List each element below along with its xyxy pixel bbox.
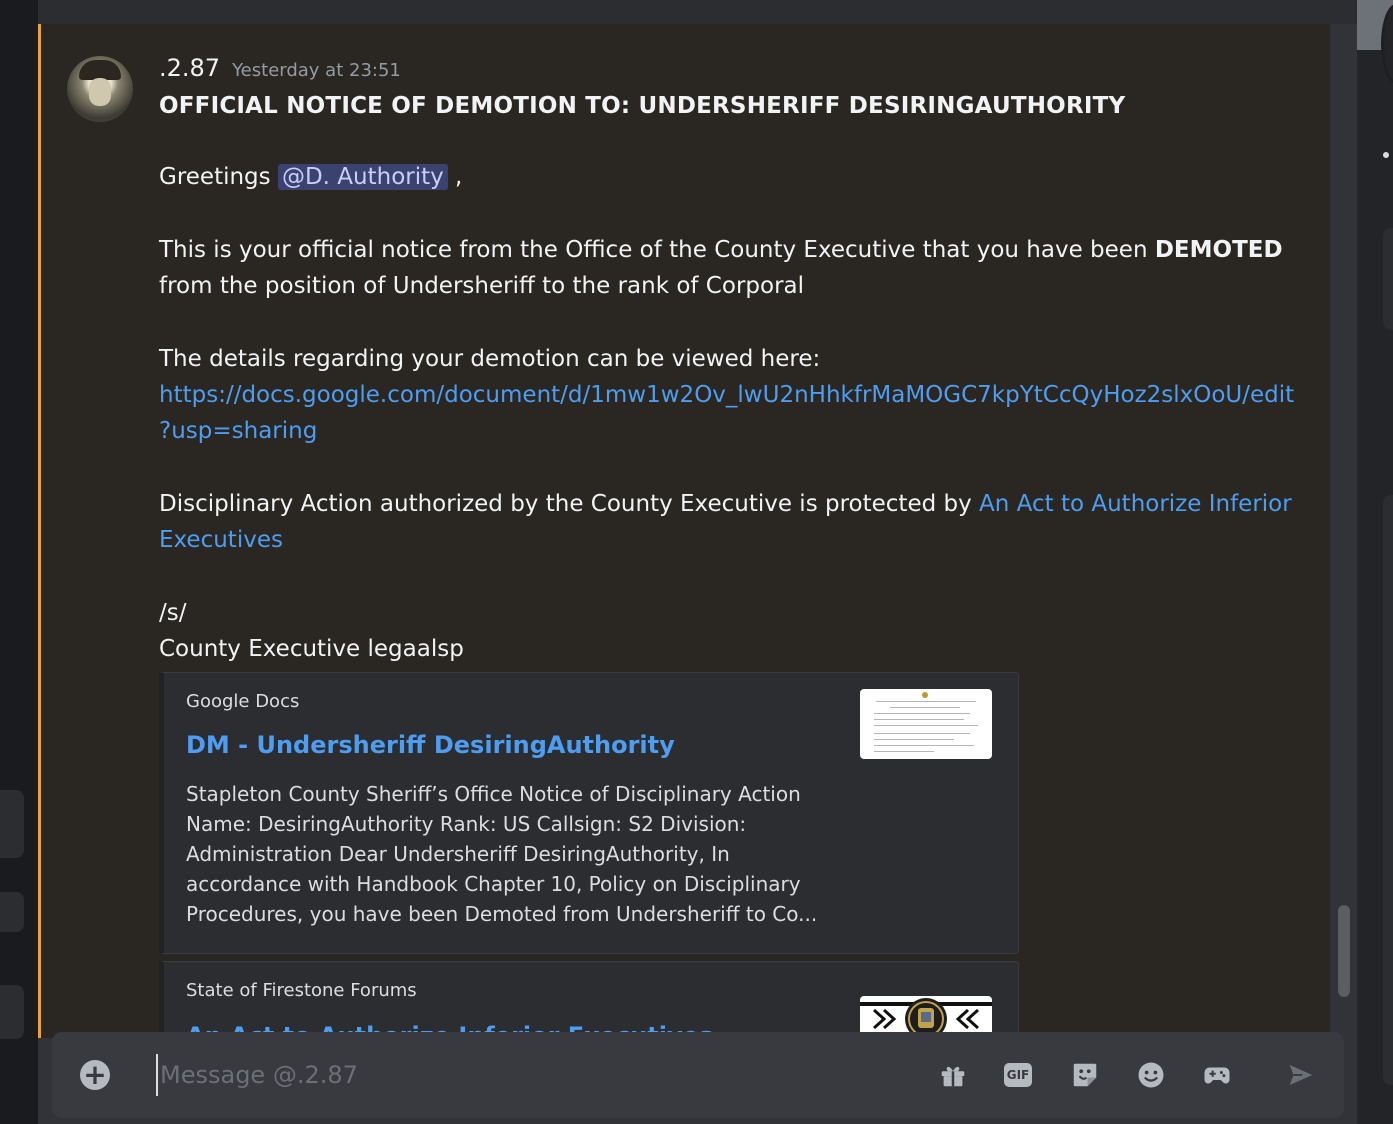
send-icon[interactable]	[1284, 1060, 1318, 1090]
chat-scrollbar[interactable]	[1338, 905, 1350, 997]
doc-link[interactable]	[159, 377, 1299, 449]
notice-text-1: This is your official notice from the Office of the County Executive that you have been	[159, 237, 1155, 263]
profile-card[interactable]	[1383, 495, 1393, 1085]
avatar-face	[89, 78, 111, 106]
profile-card[interactable]	[1383, 228, 1393, 330]
avatar[interactable]	[67, 56, 133, 122]
signature-name: County Executive legaalsp	[159, 636, 464, 662]
message-header	[159, 54, 401, 82]
left-panel-card[interactable]	[0, 790, 24, 858]
gif-label: GIF	[1004, 1063, 1032, 1087]
google-docs-embed	[159, 672, 1019, 954]
server-list-strip	[0, 0, 38, 1124]
avatar-cap	[79, 60, 121, 80]
greeting-line	[159, 159, 1299, 195]
greeting-suffix: ,	[447, 164, 463, 190]
message-content	[159, 90, 1299, 667]
left-panel-card[interactable]	[0, 892, 24, 932]
emoji-icon[interactable]	[1136, 1060, 1166, 1090]
chat-top-bar	[38, 0, 1357, 24]
message-input[interactable]	[156, 1054, 896, 1096]
greeting-prefix: Greetings	[159, 164, 278, 190]
demoted-bold: DEMOTED	[1154, 237, 1283, 263]
details-intro: The details regarding your demotion can be viewed here:	[159, 346, 821, 372]
bullet-icon	[1383, 152, 1389, 158]
notice-paragraph	[159, 232, 1299, 304]
plus-circle-icon[interactable]: +	[80, 1060, 110, 1090]
seal-icon	[922, 692, 928, 698]
timestamp[interactable]: Yesterday at 23:51	[232, 60, 401, 81]
embed-description: Stapleton County Sheriff’s Office Notice of Disciplinary Action Name: DesiringAuthority Rank: US Callsign: S2 Division: Administration Dear Undersheriff DesiringAuthority, In accordance with Handbook Chapter 10, Policy on Disciplinary Procedures, you have been Demoted from Undersheriff to Co...	[186, 782, 818, 926]
message-title: OFFICIAL NOTICE OF DEMOTION TO: UNDERSHERIFF DESIRINGAUTHORITY	[159, 93, 1126, 119]
protection-prefix: Disciplinary Action authorized by the County Executive is protected by	[159, 491, 980, 517]
signature-mark: /s/	[159, 600, 187, 626]
highlighted-message[interactable]	[38, 24, 1330, 1038]
embed-provider: State of Firestone Forums	[186, 980, 417, 1001]
chat-area	[38, 0, 1357, 1124]
document-thumbnail[interactable]	[860, 689, 992, 759]
left-panel-card[interactable]	[0, 985, 24, 1039]
notice-text-2: from the position of Undersheriff to the rank of Corporal	[159, 273, 805, 299]
user-mention[interactable]: @D. Authority	[278, 164, 448, 190]
doc-link-line-2[interactable]: ?usp=sharing	[159, 418, 318, 444]
gif-icon[interactable]	[1004, 1060, 1034, 1090]
act-link-line-2[interactable]: Executives	[159, 527, 283, 553]
doc-link-line-1[interactable]: https://docs.google.com/document/d/1mw1w2Ov_lwU2nHhkfrMaMOGC7kpYtCcQyHoz2slxOoU/edit	[159, 382, 1295, 408]
gift-icon[interactable]	[938, 1060, 968, 1090]
protection-paragraph	[159, 486, 1299, 558]
member-list-strip	[1357, 0, 1393, 1124]
username[interactable]: .2.87	[159, 54, 221, 82]
embed-provider: Google Docs	[186, 691, 300, 712]
act-link-line-1[interactable]: An Act to Authorize Inferior	[979, 491, 1292, 517]
sticker-icon[interactable]	[1070, 1060, 1100, 1090]
embed-title-link[interactable]: DM - Undersheriff DesiringAuthority	[186, 731, 675, 759]
gamepad-icon[interactable]	[1202, 1060, 1232, 1090]
message-composer	[52, 1032, 1344, 1118]
